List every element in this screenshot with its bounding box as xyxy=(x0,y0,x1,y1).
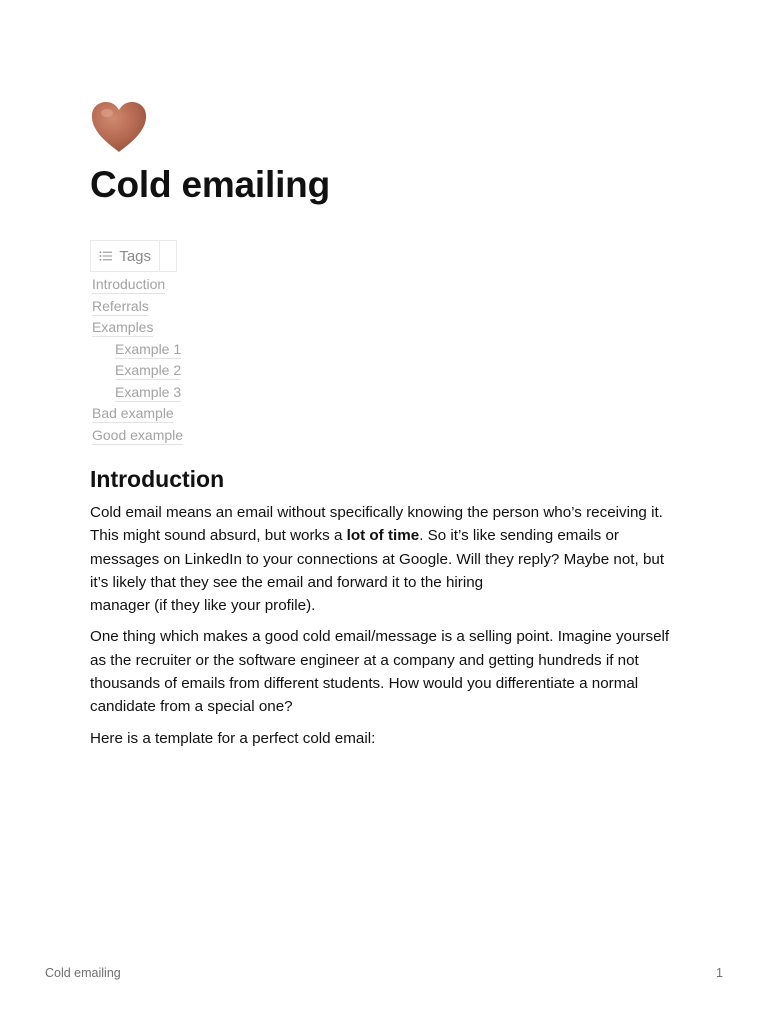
toc-link-referrals[interactable]: Referrals xyxy=(92,297,149,314)
toc-link-bad-example[interactable]: Bad example xyxy=(92,405,174,421)
list-icon xyxy=(99,250,112,262)
table-of-contents xyxy=(92,274,183,446)
toc-link-example-3[interactable]: Example 3 xyxy=(115,383,182,400)
toc-item xyxy=(92,296,183,318)
toc-link-example-2[interactable]: Example 2 xyxy=(115,362,182,378)
section-heading-introduction: Introduction xyxy=(90,466,225,492)
section-body xyxy=(90,501,675,758)
footer-title: Cold emailing xyxy=(45,966,121,980)
toc-item xyxy=(92,339,183,361)
tags-value[interactable] xyxy=(160,241,176,271)
toc-item xyxy=(92,360,183,382)
toc-link-example-1[interactable]: Example 1 xyxy=(115,340,182,357)
bold-text: lot of time xyxy=(346,527,420,545)
paragraph-text: Cold email means an email without specifically knowing the person who’s receiving it. This might sound absurd, but works a xyxy=(90,504,663,545)
paragraph: One thing which makes a good cold email/message is a selling point. Imagine yourself as the recruiter or the software engineer at a company and getting hundreds if not thousands of emails from different students. How would you differentiate a normal candidate from a special one? xyxy=(90,628,670,716)
page-number: 1 xyxy=(716,966,723,980)
tags-label: Tags xyxy=(119,247,151,265)
tags-property[interactable] xyxy=(91,241,160,271)
toc-item xyxy=(92,425,183,447)
paragraph-text: . So it’s like sending emails or messages on LinkedIn to your connections at Google. Will they reply? Maybe not, but it’s likely that they see the email and forward it to the hiring xyxy=(90,527,665,591)
brown-heart-icon xyxy=(90,100,148,154)
toc-link-good-example[interactable]: Good example xyxy=(92,426,184,443)
paragraph-text: manager (if they like your profile). xyxy=(90,597,316,615)
properties-row xyxy=(90,240,177,272)
toc-item xyxy=(92,274,183,296)
toc-item xyxy=(92,317,183,339)
toc-item xyxy=(92,382,183,404)
toc-item xyxy=(92,403,183,425)
toc-link-examples[interactable]: Examples xyxy=(92,319,154,335)
toc-link-introduction[interactable]: Introduction xyxy=(92,276,166,292)
paragraph: Here is a template for a perfect cold email: xyxy=(90,729,376,747)
page-title: Cold emailing xyxy=(90,164,330,205)
paragraph xyxy=(90,501,675,617)
